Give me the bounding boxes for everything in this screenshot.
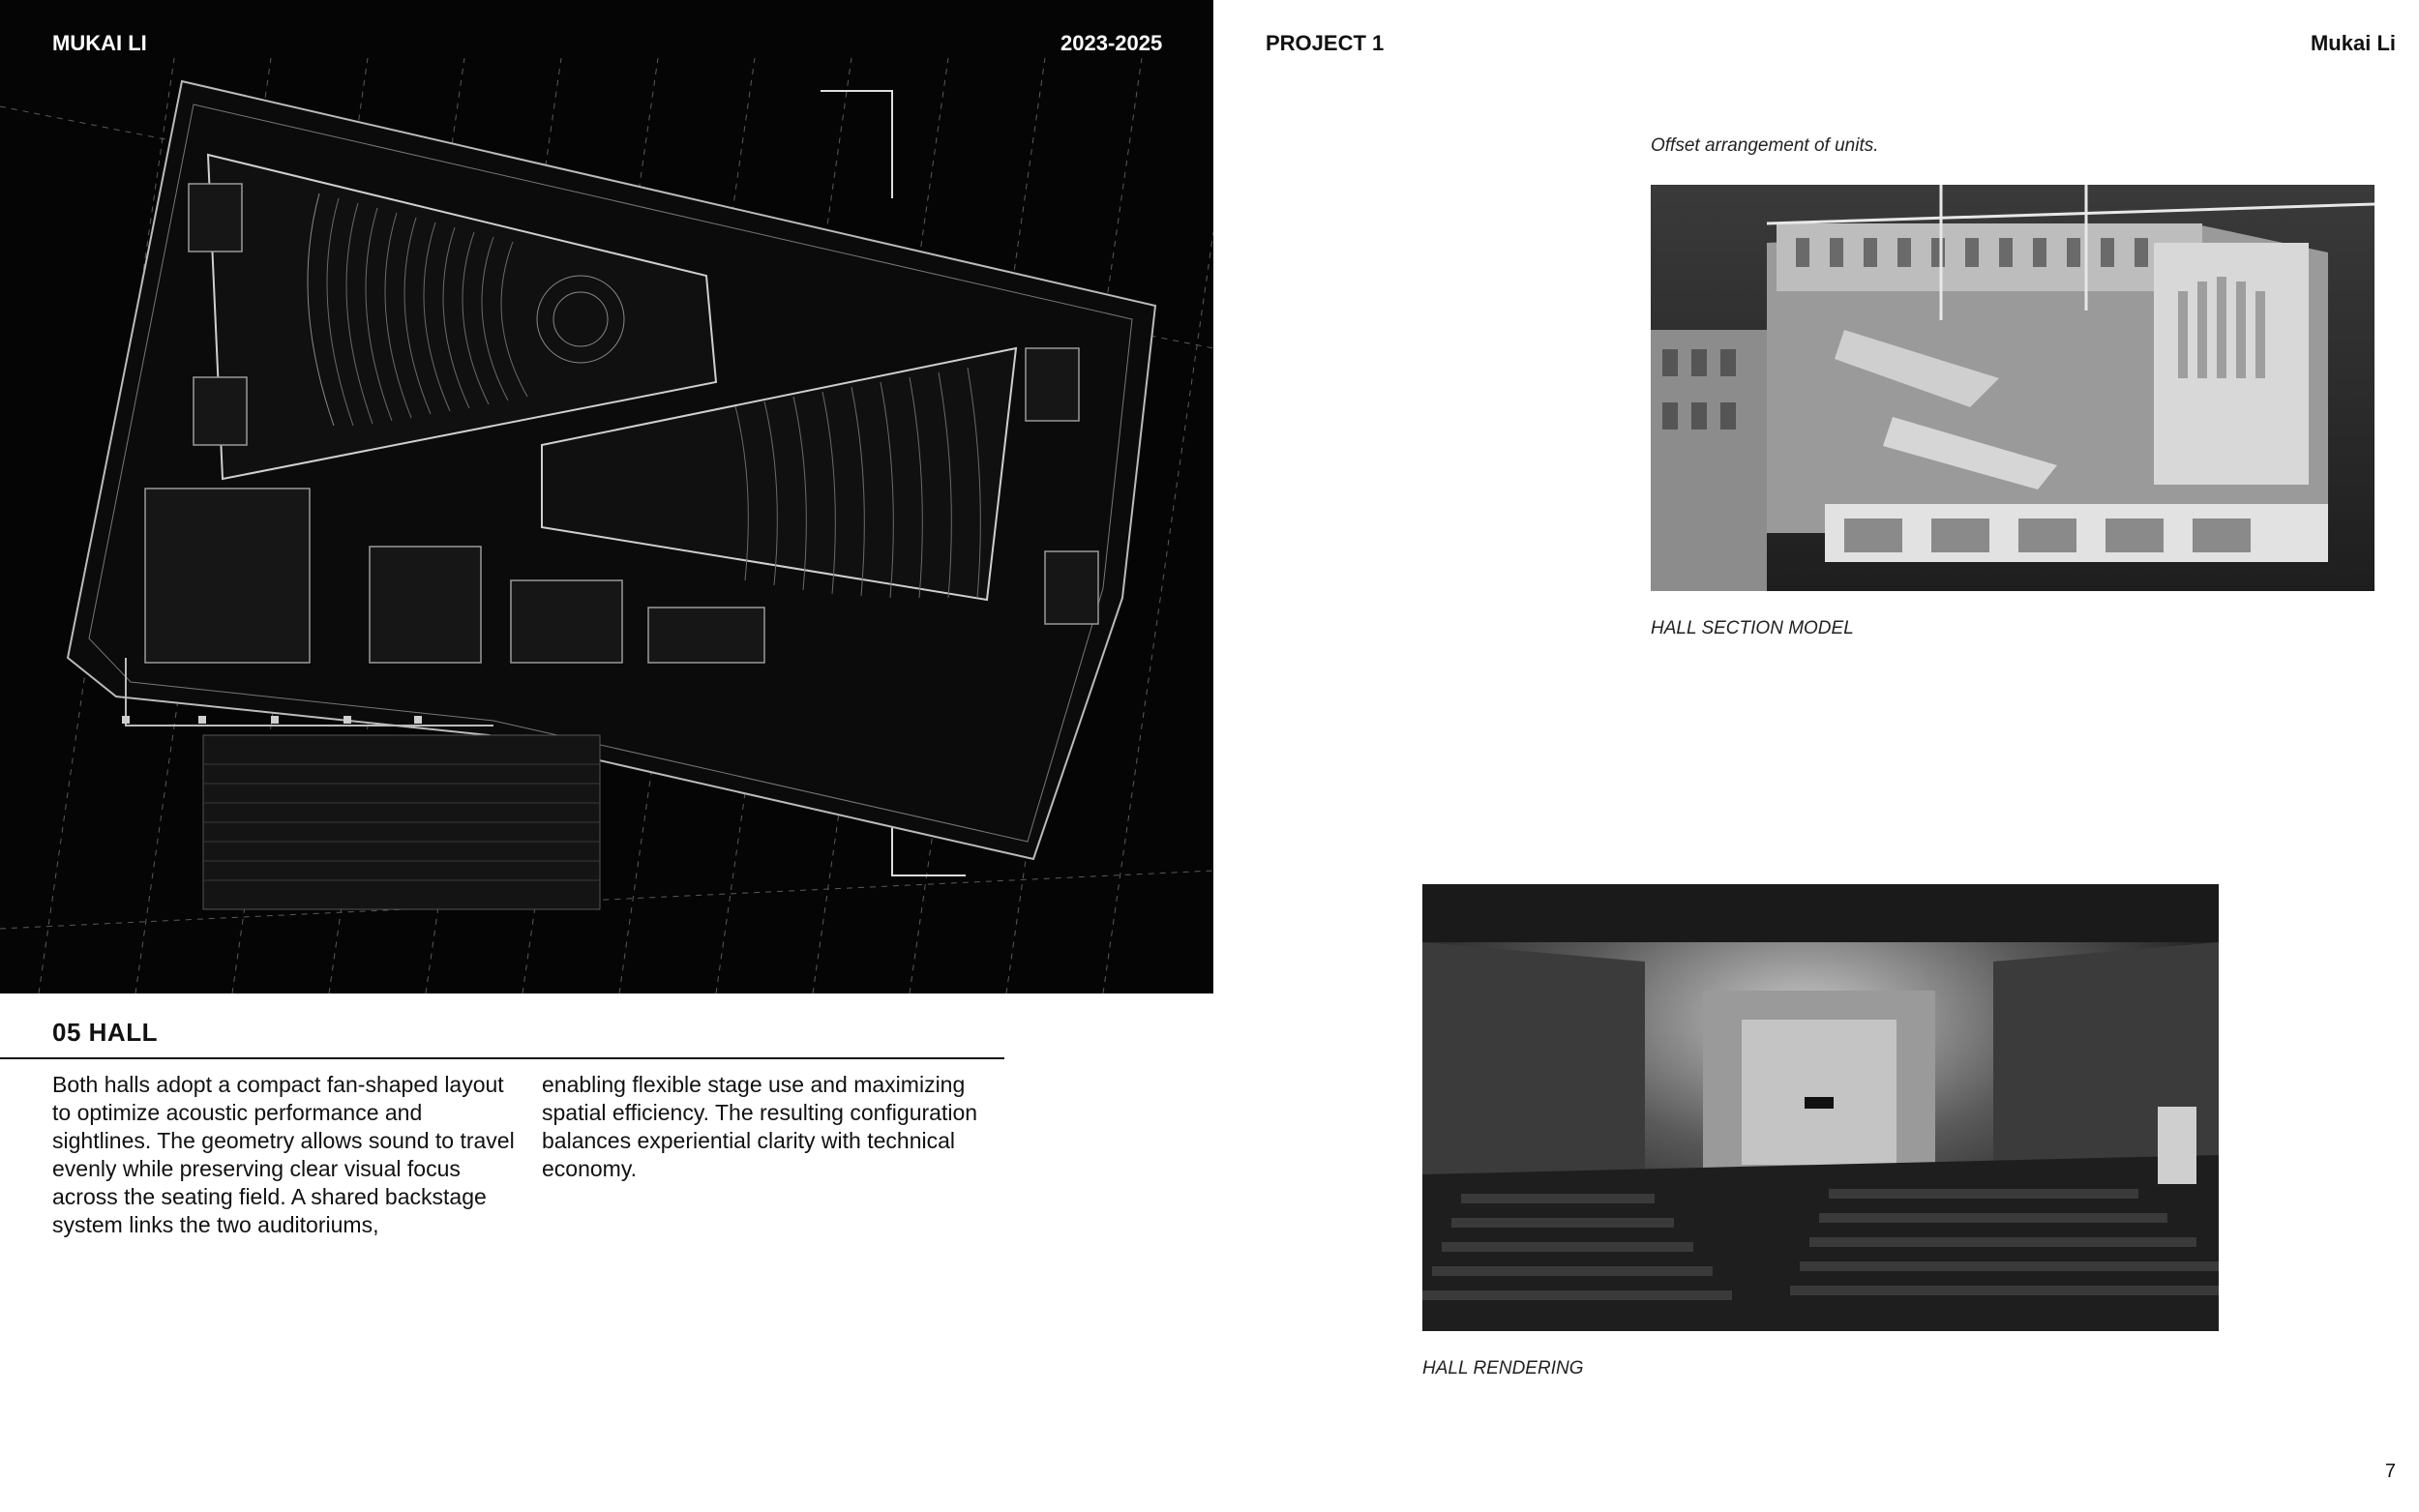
section-title: 05 HALL <box>52 1018 158 1047</box>
body-text-column-2: enabling flexible stage use and maximizing spatial efficiency. The resulting configuration balances experiential clarity with technical economy. <box>542 1072 978 1181</box>
hall-floor-plan <box>0 0 1213 993</box>
header-project: PROJECT 1 <box>1266 31 1385 55</box>
page-number: 7 <box>2384 1461 2396 1482</box>
caption-offset-arrangement: Offset arrangement of units. <box>1651 135 1879 156</box>
floor-plan-drawing <box>0 0 1213 993</box>
header-author: MUKAI LI <box>52 31 147 55</box>
header-years: 2023-2025 <box>1060 31 1163 55</box>
header-author-right: Mukai Li <box>2310 31 2396 55</box>
caption-hall-section-model: HALL SECTION MODEL <box>1651 618 1854 638</box>
caption-hall-rendering: HALL RENDERING <box>1422 1358 1584 1379</box>
hall-section-model-image <box>1651 185 2374 591</box>
section-divider <box>0 1057 1004 1059</box>
body-text-column-1: Both halls adopt a compact fan-shaped layout to optimize acoustic performance and sightlines. The geometry allows sound to travel evenly while preserving clear visual focus across the seating field. A shared backstage system links the two auditoriums, <box>52 1072 515 1237</box>
hall-rendering-image <box>1422 884 2219 1331</box>
